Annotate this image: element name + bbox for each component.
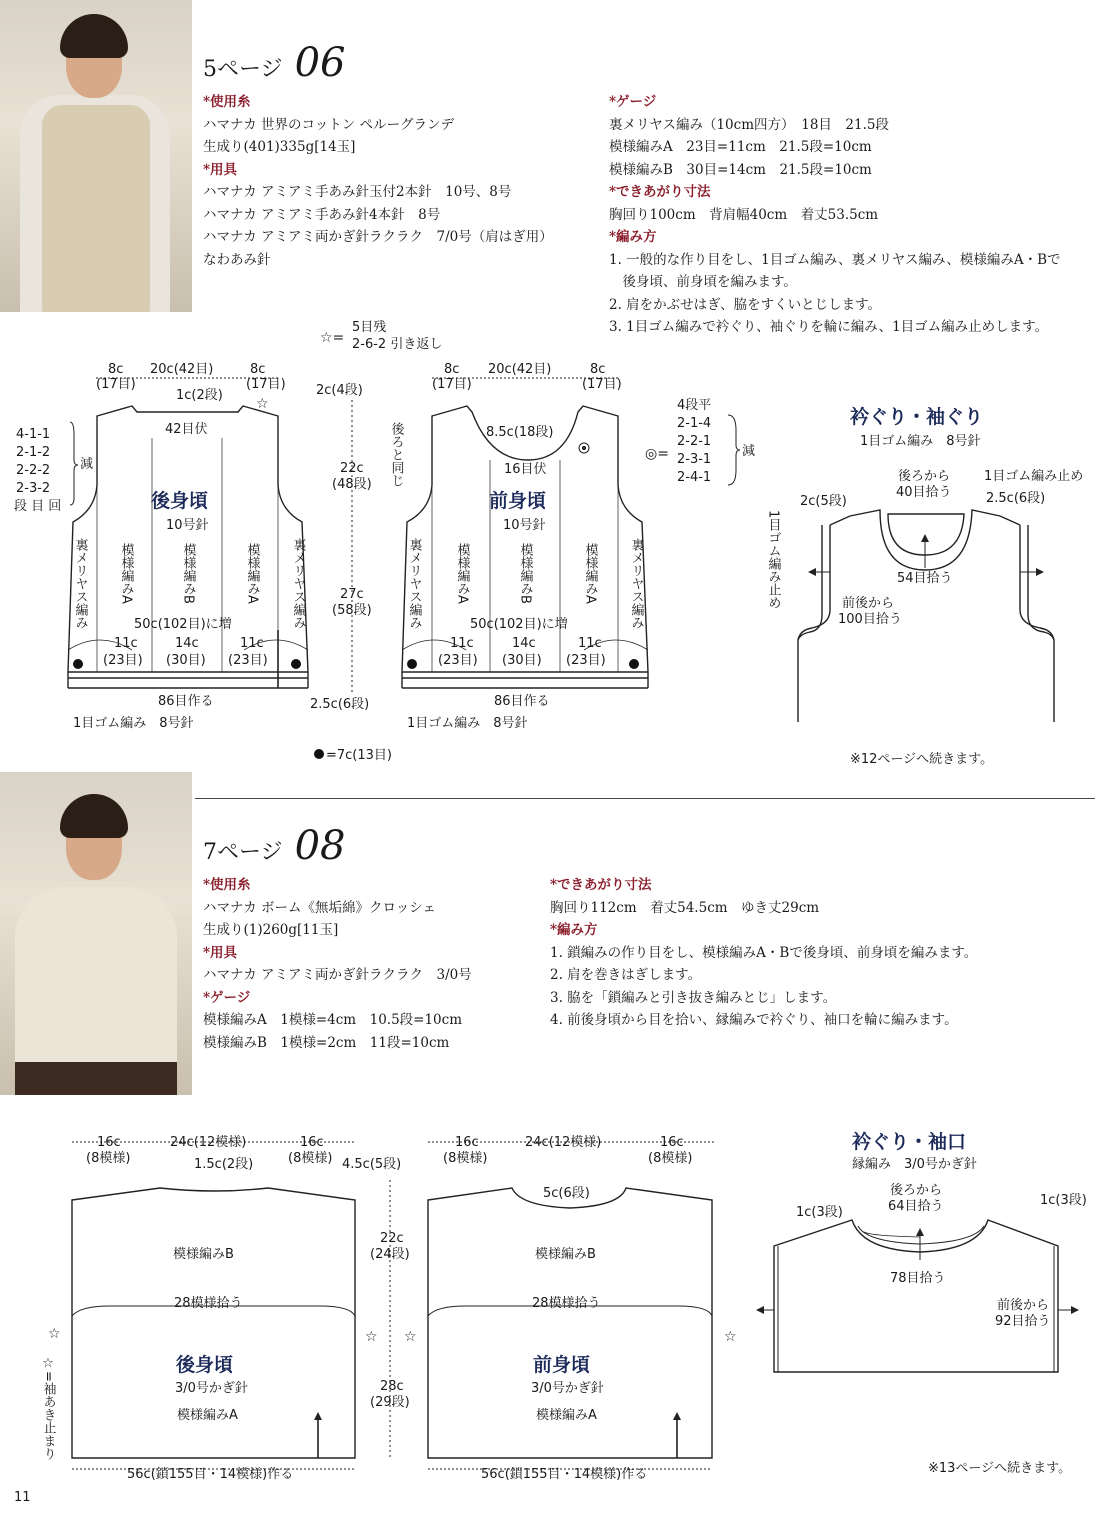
- section-heading: *用具: [203, 161, 238, 178]
- back-star: ☆: [256, 396, 269, 412]
- s2-back-neck: 1.5c(2段): [194, 1157, 254, 1172]
- s2-trim-pick78: 78目拾う: [890, 1271, 946, 1286]
- front-top-sub-1: (17目): [432, 377, 472, 392]
- trim-left-rows: 2c(5段): [800, 494, 847, 509]
- front-col-3: 模様編みB: [517, 543, 533, 604]
- star-note-line1: 5目残: [352, 320, 387, 335]
- s2-front-top-1: 16c: [455, 1135, 479, 1150]
- trim-vertical-label: 1目ゴム編み止め: [765, 510, 781, 610]
- vert-4: 27c: [340, 587, 364, 602]
- s2-trim-title: 衿ぐり・袖口: [852, 1131, 967, 1153]
- back-neck: 1c(2段): [176, 388, 223, 403]
- section-heading: *編み方: [550, 922, 598, 938]
- page-number: 11: [14, 1490, 31, 1505]
- back-sub-1: (23目): [103, 653, 143, 668]
- s2-trim-right-rows: 1c(3段): [1040, 1193, 1087, 1208]
- front-col-2: 模様編みA: [454, 543, 470, 604]
- section2-instructions: [550, 874, 977, 1032]
- back-sub-2: (30目): [166, 653, 206, 668]
- section-line: なわあみ針: [203, 251, 271, 268]
- section2-continued: ※13ページへ続きます。: [928, 1461, 1072, 1476]
- front-increase: 50c(102目)に増: [470, 617, 568, 632]
- section-heading: *ゲージ: [609, 94, 657, 110]
- trim-title: 衿ぐり・袖ぐり: [850, 406, 984, 428]
- s2-back-hook: 3/0号かぎ針: [175, 1381, 248, 1396]
- vert-6: 2.5c(6段): [310, 697, 370, 712]
- s2-front-hook: 3/0号かぎ針: [531, 1381, 604, 1396]
- s2-back-sub-2: (8模様): [288, 1151, 333, 1166]
- section-line: ハマナカ アミアミ手あみ針4本針 8号: [203, 206, 441, 223]
- s2-back-chain: 56c(鎖155目・14模様)作る: [127, 1467, 294, 1482]
- trim-pick54: 54目拾う: [897, 571, 953, 586]
- section-heading: *用具: [203, 944, 238, 961]
- section-line: 3. 1目ゴム編みで衿ぐり、袖ぐりを輪に編み、1目ゴム編み止めします。: [609, 319, 1049, 335]
- s2-back-title: 後身頃: [176, 1354, 234, 1376]
- back-cast: 86目作る: [158, 694, 214, 709]
- s2-front-chain: 56c(鎖155目・14模様)作る: [481, 1467, 648, 1482]
- back-decrease-5: 段 目 回: [14, 499, 62, 514]
- trim-right-rows: 2.5c(6段): [986, 491, 1046, 506]
- vert-2: 22c: [340, 461, 364, 476]
- front-needle: 10号針: [503, 518, 546, 533]
- section2-page-ref: 7ページ: [203, 840, 283, 865]
- section-line: 3. 脇を「鎖編みと引き抜き編みとじ」します。: [550, 989, 837, 1006]
- front-same: 後ろと同じ: [388, 422, 404, 487]
- section-line: 4. 前後身頃から目を拾い、縁編みで衿ぐり、袖口を輪に編みます。: [550, 1012, 958, 1028]
- front-top-dim-3: 8c: [590, 362, 606, 377]
- section-divider: [195, 798, 1095, 799]
- section-line: ハマナカ 世界のコットン ペルーグランデ: [203, 116, 455, 133]
- section-line: 生成り(1)260g[11玉]: [203, 922, 339, 938]
- back-col-3: 模様編みB: [180, 543, 196, 604]
- s2-vert-4: 28c: [380, 1379, 404, 1394]
- section1-title: [203, 40, 345, 86]
- s2-back-top-1: 16c: [97, 1135, 121, 1150]
- back-col-1: 裏メリヤス編み: [72, 538, 88, 629]
- back-col-5: 裏メリヤス編み: [290, 538, 306, 629]
- front-rib: 1目ゴム編み 8号針: [407, 716, 528, 731]
- back-decrease-3: 2-2-2: [16, 463, 51, 478]
- section-heading: *編み方: [609, 229, 657, 245]
- back-decrease-2: 2-1-2: [16, 445, 51, 460]
- section-line: 2. 肩を巻きはぎします。: [550, 967, 702, 983]
- back-decrease-label: 減: [80, 457, 94, 472]
- trim-back-pick-1: 後ろから: [898, 469, 951, 484]
- dot-note: =7c(13目): [326, 748, 392, 763]
- back-increase: 50c(102目)に増: [134, 617, 232, 632]
- back-bottom-1: 11c: [114, 636, 138, 651]
- section-line: 裏メリヤス編み（10cm四方） 18目 21.5段: [609, 116, 889, 133]
- photo-top-08: [0, 772, 192, 1095]
- trim-bindoff: 1目ゴム編み止め: [984, 469, 1084, 484]
- back-needle: 10号針: [166, 518, 209, 533]
- s2-back-top-3: 16c: [300, 1135, 324, 1150]
- s2-front-pattern-b: 模様編みB: [535, 1247, 596, 1262]
- s2-trim-front-pick-2: 92目拾う: [995, 1314, 1051, 1329]
- s2-back-pattern-b: 模様編みB: [173, 1247, 234, 1262]
- front-top-sub-2: (17目): [582, 377, 622, 392]
- section1-number: 06: [294, 40, 346, 86]
- back-bind: 42目伏: [165, 422, 208, 437]
- front-col-1: 裏メリヤス編み: [406, 538, 422, 629]
- front-title: 前身頃: [489, 490, 547, 512]
- section2-diagrams: [0, 1120, 1100, 1500]
- s2-front-title: 前身頃: [533, 1354, 591, 1376]
- section-line: ハマナカ ボーム《無垢綿》クロッシェ: [203, 899, 436, 916]
- back-decrease-1: 4-1-1: [16, 427, 51, 442]
- s2-star-label: ☆=袖あき止まり: [40, 1356, 56, 1460]
- section-line: 胸回り112cm 着丈54.5cm ゆき丈29cm: [550, 899, 820, 916]
- back-bottom-3: 11c: [240, 636, 264, 651]
- front-sub-1: (23目): [438, 653, 478, 668]
- front-top-dim-1: 8c: [444, 362, 460, 377]
- section1-page-ref: 5ページ: [203, 57, 283, 82]
- section2-title: [203, 823, 345, 869]
- front-decrease-3: 2-2-1: [677, 434, 712, 449]
- front-neck-depth: 8.5c(18段): [486, 425, 554, 440]
- front-top-dim-2: 20c(42目): [488, 362, 552, 377]
- front-decrease-label: 減: [742, 444, 756, 459]
- front-bottom-1: 11c: [450, 636, 474, 651]
- section1-materials: [203, 91, 553, 271]
- s2-star-left: ☆: [48, 1326, 61, 1342]
- section1-diagrams: [0, 310, 1100, 775]
- s2-trim-front-pick-1: 前後から: [997, 1298, 1050, 1313]
- s2-vert-2: 22c: [380, 1231, 404, 1246]
- section-line: 2. 肩をかぶせはぎ、脇をすくいとじします。: [609, 296, 882, 313]
- back-top-dim-2: 20c(42目): [150, 362, 214, 377]
- section-line: 1. 鎖編みの作り目をし、模様編みA・Bで後身頃、前身頃を編みます。: [550, 944, 978, 961]
- s2-vert-5: (29段): [370, 1395, 410, 1410]
- section-heading: *ゲージ: [203, 989, 251, 1006]
- back-decrease-4: 2-3-2: [16, 481, 51, 496]
- back-top-dim-1: 8c: [108, 362, 124, 377]
- section-line: 生成り(401)335g[14玉]: [203, 139, 356, 155]
- back-top-dim-3: 8c: [250, 362, 266, 377]
- s2-trim-sub: 縁編み 3/0号かぎ針: [852, 1157, 977, 1172]
- section-heading: *できあがり寸法: [609, 184, 711, 200]
- trim-back-pick-2: 40目拾う: [896, 485, 952, 500]
- s2-trim-diagram: [774, 1220, 1058, 1372]
- s2-front-sub-2: (8模様): [648, 1151, 693, 1166]
- s2-back-sub-1: (8模様): [86, 1151, 131, 1166]
- s2-front-neck: 5c(6段): [543, 1186, 590, 1201]
- front-decrease-5: 2-4-1: [677, 470, 712, 485]
- front-bottom-3: 11c: [578, 636, 602, 651]
- trim-front-pick-1: 前後から: [842, 596, 895, 611]
- s2-front-pattern-a: 模様編みA: [536, 1408, 597, 1423]
- section-line: ハマナカ アミアミ両かぎ針ラクラク 3/0号: [203, 967, 472, 983]
- section-heading: *できあがり寸法: [550, 877, 652, 893]
- front-decrease-symbol: ◎=: [645, 446, 669, 462]
- front-bind: 16目伏: [504, 462, 547, 477]
- photo-vest-06: [0, 0, 192, 312]
- s2-front-sub-1: (8模様): [443, 1151, 488, 1166]
- back-col-2: 模様編みA: [118, 543, 134, 604]
- back-col-4: 模様編みA: [244, 543, 260, 604]
- s2-trim-left-rows: 1c(3段): [796, 1205, 843, 1220]
- front-decrease-2: 2-1-4: [677, 416, 712, 431]
- front-col-4: 模様編みA: [582, 543, 598, 604]
- front-cast: 86目作る: [494, 694, 550, 709]
- back-rib: 1目ゴム編み 8号針: [73, 716, 194, 731]
- s2-front-pick28: 28模様拾う: [532, 1296, 601, 1311]
- front-decrease-4: 2-3-1: [677, 452, 712, 467]
- section1-continued: ※12ページへ続きます。: [850, 752, 994, 767]
- s2-front-top-3: 16c: [660, 1135, 684, 1150]
- vert-3: (48段): [332, 477, 372, 492]
- s2-star-right: ☆: [365, 1329, 378, 1345]
- back-title: 後身頃: [151, 490, 209, 512]
- section-heading: *使用糸: [203, 94, 251, 110]
- section-line: ハマナカ アミアミ手あみ針玉付2本針 10号、8号: [203, 184, 512, 200]
- section2-materials: [203, 874, 472, 1054]
- section-line: 後身頃、前身頃を編みます。: [609, 274, 797, 290]
- star-note-line2: 2-6-2 引き返し: [352, 337, 443, 352]
- vert-1: 2c(4段): [316, 383, 363, 398]
- s2-front-star-left: ☆: [404, 1329, 417, 1345]
- star-note-symbol: ☆=: [320, 330, 345, 346]
- front-col-5: 裏メリヤス編み: [628, 538, 644, 629]
- s2-front-star-right: ☆: [724, 1329, 737, 1345]
- front-decrease-1: 4段平: [677, 398, 712, 413]
- section-line: 模様編みB 1模様=2cm 11段=10cm: [203, 1034, 450, 1051]
- section-line: 1. 一般的な作り目をし、1目ゴム編み、裏メリヤス編み、模様編みA・Bで: [609, 251, 1061, 268]
- front-sub-2: (30目): [502, 653, 542, 668]
- s2-back-pattern-a: 模様編みA: [177, 1408, 238, 1423]
- s2-front-top-2: 24c(12模様): [525, 1135, 602, 1150]
- s2-back-top-2: 24c(12模様): [170, 1135, 247, 1150]
- section1-instructions: [609, 91, 1061, 339]
- section-line: 模様編みA 1模様=4cm 10.5段=10cm: [203, 1012, 463, 1028]
- section-heading: *使用糸: [203, 877, 251, 893]
- section-line: 胸回り100cm 背肩幅40cm 着丈53.5cm: [609, 206, 879, 223]
- section2-number: 08: [294, 823, 346, 869]
- trim-sub: 1目ゴム編み 8号針: [860, 434, 981, 449]
- section-line: 模様編みB 30目=14cm 21.5段=10cm: [609, 161, 872, 178]
- back-sub-3: (23目): [228, 653, 268, 668]
- s2-vert-1: 4.5c(5段): [342, 1157, 402, 1172]
- front-sub-3: (23目): [566, 653, 606, 668]
- s2-trim-back-pick-1: 後ろから: [890, 1183, 943, 1198]
- section-line: 模様編みA 23目=11cm 21.5段=10cm: [609, 139, 872, 155]
- back-top-sub-2: (17目): [246, 377, 286, 392]
- section-line: ハマナカ アミアミ両かぎ針ラクラク 7/0号（肩はぎ用）: [203, 229, 553, 245]
- front-bottom-2: 14c: [512, 636, 536, 651]
- back-bottom-2: 14c: [175, 636, 199, 651]
- s2-back-pick28: 28模様拾う: [174, 1296, 243, 1311]
- s2-vert-3: (24段): [370, 1247, 410, 1262]
- vert-5: (58段): [332, 603, 372, 618]
- back-top-sub-1: (17目): [96, 377, 136, 392]
- trim-front-pick-2: 100目拾う: [838, 612, 902, 627]
- s2-trim-back-pick-2: 64目拾う: [888, 1199, 944, 1214]
